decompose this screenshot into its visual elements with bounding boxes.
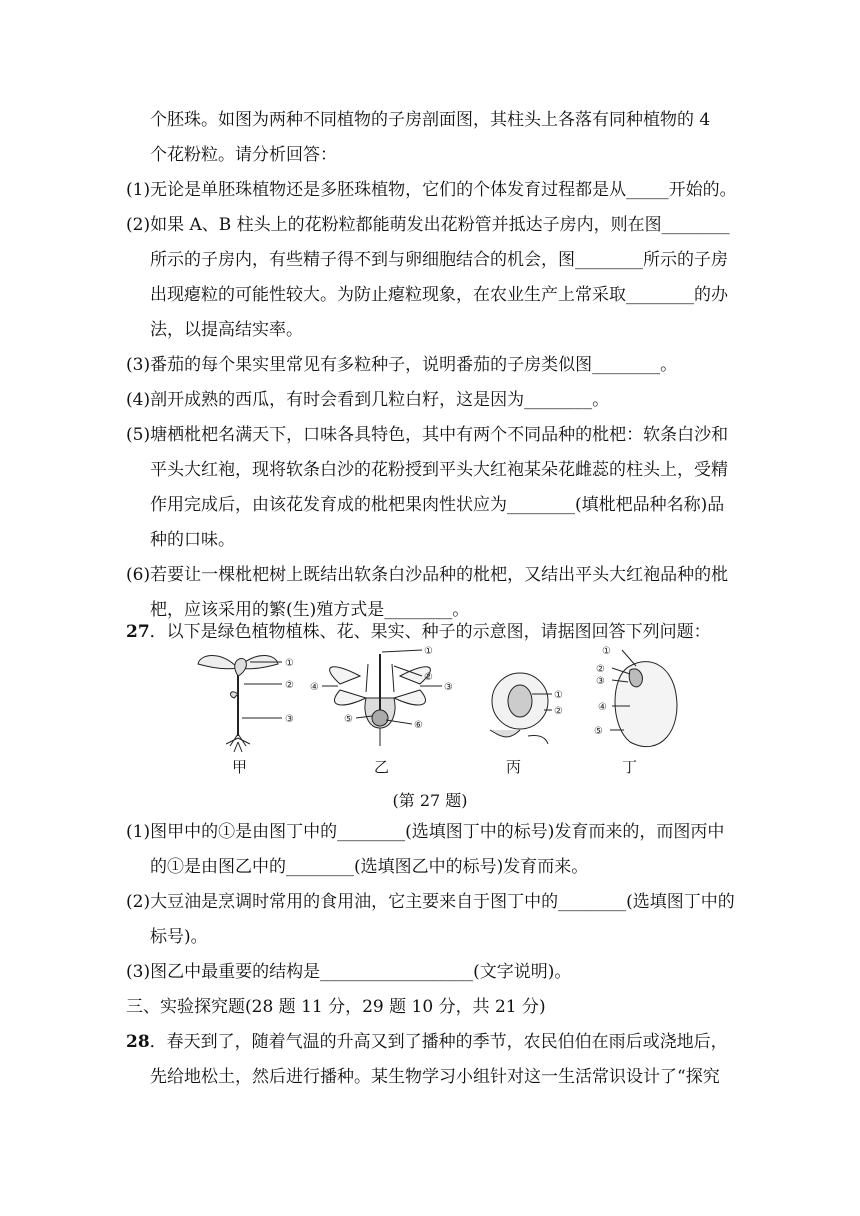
marker-yi-5: ⑤: [344, 714, 353, 725]
text-line: 先给地松土，然后进行播种。某生物学习小组针对这一生活常识设计了“探究: [150, 1067, 720, 1087]
question-27-stem: 27．以下是绿色植物植株、花、果实、种子的示意图，请据图回答下列问题：: [126, 622, 711, 642]
question-26-4: (4)剖开成熟的西瓜，有时会看到几粒白籽，这是因为________。: [126, 390, 610, 410]
text-line: 种的口味。: [150, 530, 235, 550]
text-line: 杷，应该采用的繁(生)殖方式是________。: [150, 600, 470, 620]
text-line: 所示的子房内，有些精子得不到与卵细胞结合的机会，图________所示的子房: [150, 250, 728, 270]
marker-yi-3: ③: [444, 682, 453, 693]
panel-label-yi: 乙: [374, 758, 390, 776]
marker-ding-1: ①: [602, 646, 611, 657]
seed-diagram: [594, 646, 677, 747]
question-26-1: (1)无论是单胚珠植物还是多胚珠植物，它们的个体发育过程都是从_____开始的。: [126, 180, 737, 200]
marker-bing-1: ①: [554, 690, 563, 701]
seedling-diagram: [198, 656, 294, 753]
text-line: 个胚珠。如图为两种不同植物的子房剖面图，其柱头上各落有同种植物的 4: [150, 110, 711, 130]
panel-label-bing: 丙: [506, 758, 522, 776]
marker-jia-1: ①: [285, 658, 294, 669]
panel-label-jia: 甲: [232, 758, 248, 776]
question-27-2: (2)大豆油是烹调时常用的食用油，它主要来自于图丁中的________(选填图丁中的: [126, 892, 735, 912]
marker-ding-2: ②: [596, 664, 605, 675]
text-line: 平头大红袍，现将软条白沙的花粉授到平头大红袍某朵花雌蕊的柱头上，受精: [150, 460, 728, 480]
question-26-3: (3)番茄的每个果实里常见有多粒种子，说明番茄的子房类似图________。: [126, 355, 678, 375]
marker-jia-3: ③: [285, 714, 294, 725]
figure-27: [190, 646, 750, 776]
marker-jia-2: ②: [285, 680, 294, 691]
question-27-1: (1)图甲中的①是由图丁中的________(选填图丁中的标号)发育而来的，而图丙中: [126, 822, 725, 842]
text-line: 作用完成后，由该花发育成的枇杷果肉性状应为________(填枇杷品种名称)品: [150, 495, 725, 515]
question-number: 28: [126, 1032, 150, 1052]
figure-caption: (第 27 题): [392, 791, 468, 810]
question-26-2: (2)如果 A、B 柱头上的花粉粒都能萌发出花粉管并抵达子房内，则在图________: [126, 215, 730, 235]
question-28-stem: 28．春天到了，随着气温的升高又到了播种的季节，农民伯伯在雨后或浇地后，: [126, 1032, 728, 1052]
flower-diagram: [310, 646, 453, 746]
figure-drawing: [190, 646, 750, 756]
marker-ding-4: ④: [598, 702, 607, 713]
text-line: 个花粉粒。请分析回答：: [150, 145, 337, 165]
fruit-diagram: [490, 673, 563, 744]
text-line: 法，以提高结实率。: [150, 320, 303, 340]
panel-label-ding: 丁: [622, 758, 638, 776]
marker-ding-5: ⑤: [594, 726, 603, 737]
question-26-6: (6)若要让一棵枇杷树上既结出软条白沙品种的枇杷，又结出平头大红袍品种的枇: [126, 565, 729, 585]
text-line: 的①是由图乙中的________(选填图乙中的标号)发育而来。: [150, 857, 589, 877]
marker-ding-3: ③: [596, 676, 605, 687]
text-line: 出现瘪粒的可能性较大。为防止瘪粒现象，在农业生产上常采取________的办: [150, 285, 728, 305]
question-27-3: (3)图乙中最重要的结构是__________________(文字说明)。: [126, 962, 572, 982]
question-26-5: (5)塘栖枇杷名满天下，口味各具特色，其中有两个不同品种的枇杷：软条白沙和: [126, 425, 729, 445]
marker-yi-2: ②: [424, 672, 433, 683]
marker-yi-1: ①: [424, 646, 433, 657]
text-line: 标号)。: [150, 927, 208, 947]
marker-bing-2: ②: [554, 706, 563, 717]
section-heading: 三、实验探究题(28 题 11 分，29 题 10 分，共 21 分): [126, 997, 546, 1017]
marker-yi-6: ⑥: [414, 720, 423, 731]
question-number: 27: [126, 622, 150, 642]
marker-yi-4: ④: [310, 682, 319, 693]
